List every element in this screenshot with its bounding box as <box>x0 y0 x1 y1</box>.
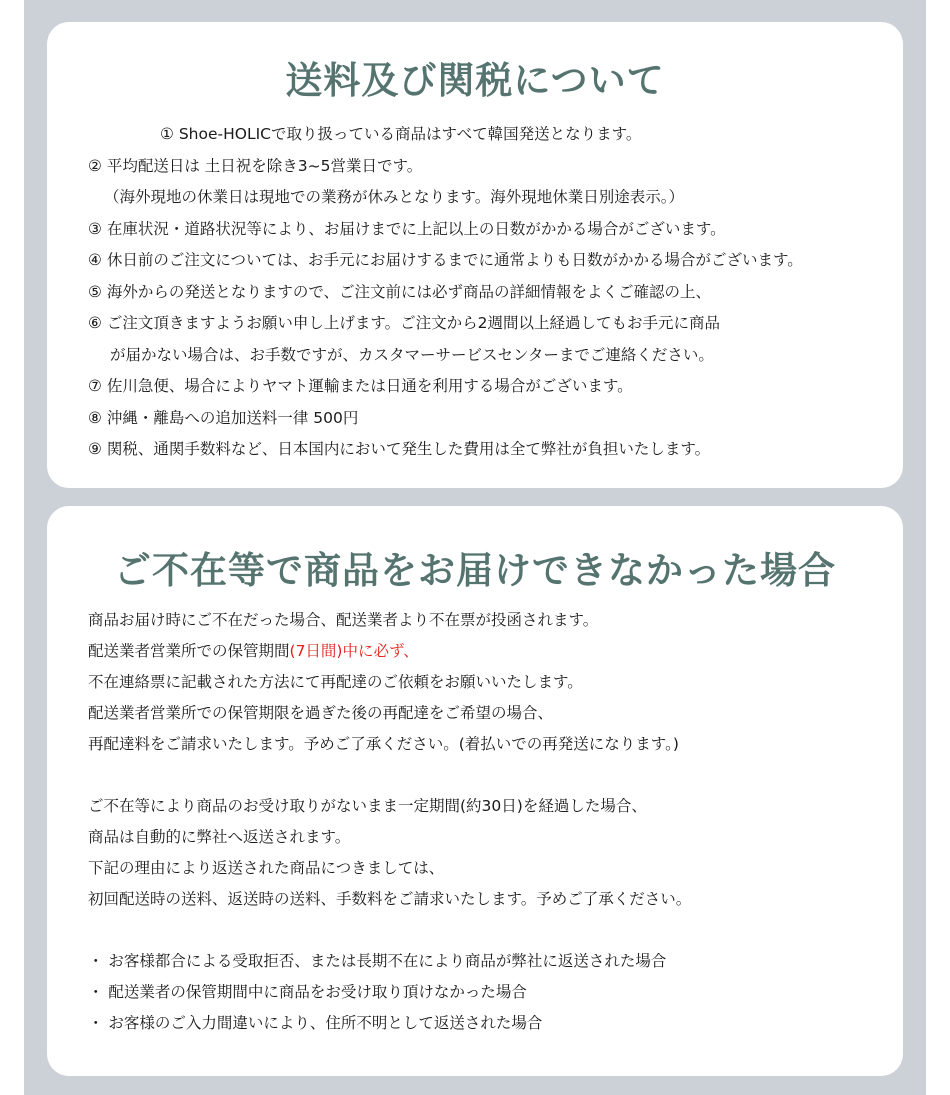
shipping-item-6-cont: が届かない場合は、お手数ですが、カスタマーサービスセンターまでご連絡ください。 <box>110 345 714 364</box>
absence-bullet: ・ お客様のご入力間違いにより、住所不明として返送された場合 <box>88 1014 543 1032</box>
storage-period-highlight: (7日間)中に必ず、 <box>289 642 419 660</box>
absence-line: 下記の理由により返送された商品につきましては、 <box>88 859 445 877</box>
absence-title: ご不在等で商品をお届けできなかった場合 <box>114 549 836 592</box>
shipping-item-6: ⑥ ご注文頂きますようお願い申し上げます。ご注文から2週間以上経過してもお手元に商品 <box>88 314 720 332</box>
spacer <box>88 915 888 946</box>
shipping-item-7: ⑦ 佐川急便、場合によりヤマト運輸または日通を利用する場合がございます。 <box>88 377 633 395</box>
absence-line: 不在連絡票に記載された方法にて再配達のご依頼をお願いいたします。 <box>88 673 583 691</box>
shipping-item-9: ⑨ 関税、通関手数料など、日本国内において発生した費用は全て弊社が負担いたします。 <box>88 440 711 458</box>
shipping-item-1: ① Shoe-HOLICで取り扱っている商品はすべて韓国発送となります。 <box>160 125 642 143</box>
absence-line: 再配達料をご請求いたします。予めご了承ください。(着払いでの再発送になります。) <box>88 735 679 753</box>
absence-bullet: ・ 配送業者の保管期間中に商品をお受け取り頂けなかった場合 <box>88 983 527 1001</box>
absence-line: 商品お届け時にご不在だった場合、配送業者より不在票が投函されます。 <box>88 611 599 629</box>
shipping-item-5: ⑤ 海外からの発送となりますので、ご注文前には必ず商品の詳細情報をよくご確認の上、 <box>88 282 712 301</box>
absence-card <box>47 506 903 1076</box>
absence-bullet: ・ お客様都合による受取拒否、または長期不在により商品が弊社に返送された場合 <box>88 952 667 970</box>
absence-line: 初回配送時の送料、返送時の送料、手数料をご請求いたします。予めご了承ください。 <box>88 890 692 908</box>
shipping-card <box>47 22 903 488</box>
absence-line: 配送業者営業所での保管期限を過ぎた後の再配達をご希望の場合、 <box>88 704 554 722</box>
absence-line: ご不在等により商品のお受け取りがないまま一定期間(約30日)を経過した場合、 <box>88 797 647 815</box>
shipping-item-2: ② 平均配送日は 土日祝を除き3~5営業日です。 <box>88 156 423 175</box>
absence-line: 商品は自動的に弊社へ返送されます。 <box>88 828 351 846</box>
absence-body <box>88 605 888 1039</box>
shipping-item-3: ③ 在庫状況・道路状況等により、お届けまでに上記以上の日数がかかる場合がございます。 <box>88 219 726 238</box>
shipping-list <box>88 119 888 466</box>
storage-text: 配送業者営業所での保管期間 <box>88 642 290 660</box>
shipping-item-8: ⑧ 沖縄・離島への追加送料一律 500円 <box>88 408 359 427</box>
absence-line-storage <box>88 636 888 667</box>
shipping-item-4: ④ 休日前のご注文については、お手元にお届けするまでに通常よりも日数がかかる場合がございます。 <box>88 251 803 269</box>
shipping-title: 送料及び関税について <box>285 59 665 102</box>
spacer <box>88 760 888 791</box>
shipping-item-2-note: （海外現地の休業日は現地での業務が休みとなります。海外現地休業日別途表示。） <box>104 188 685 206</box>
